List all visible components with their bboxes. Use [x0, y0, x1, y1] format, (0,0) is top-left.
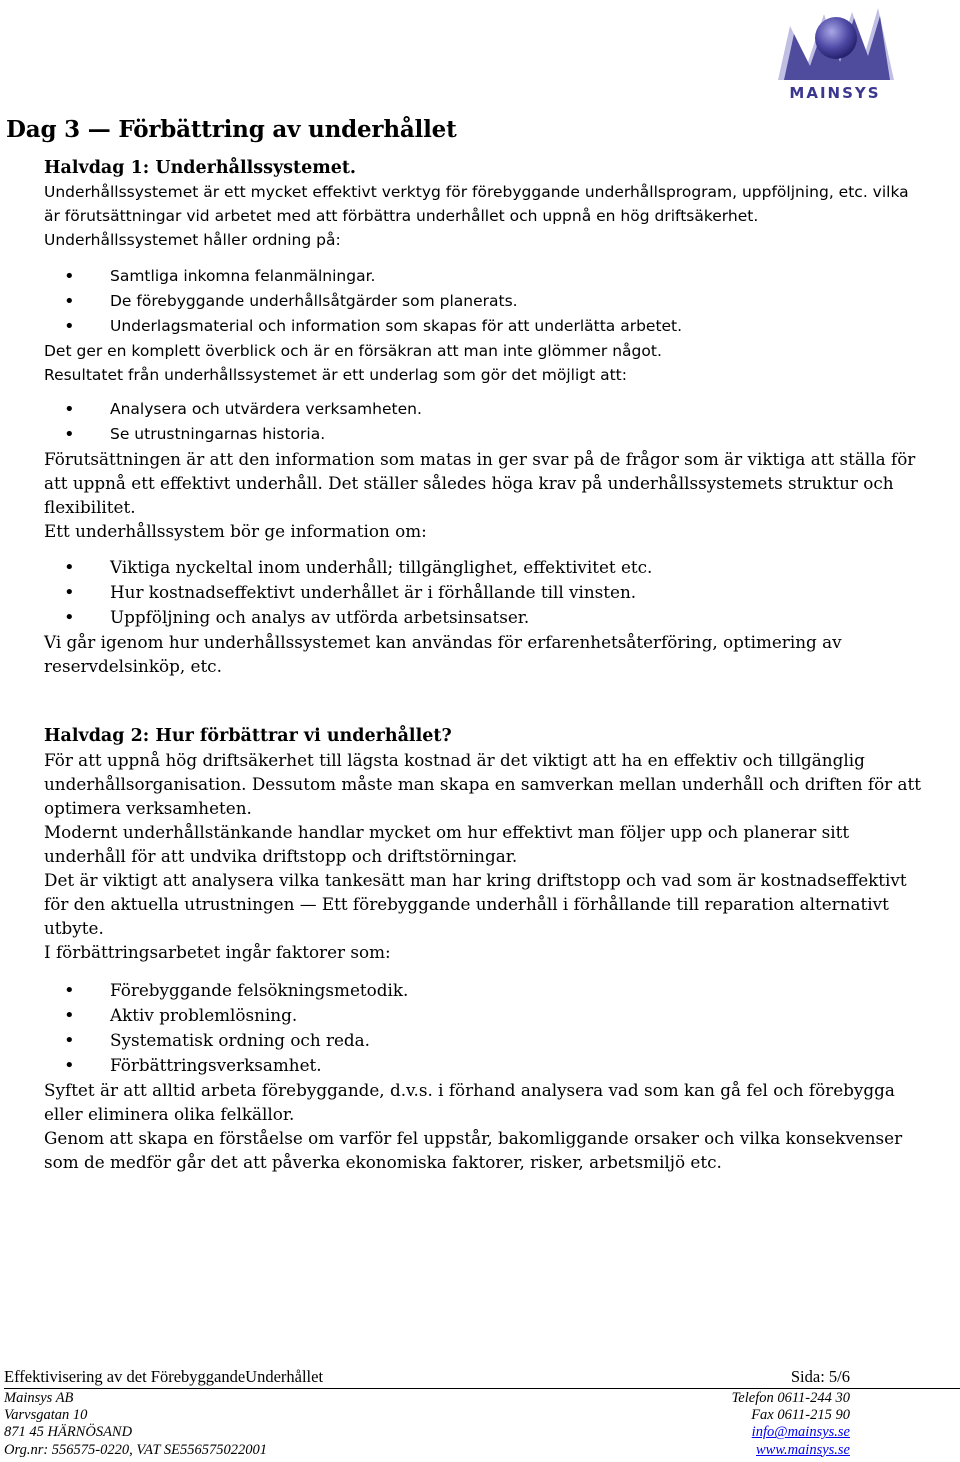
postal-address: 871 45 HÄRNÖSAND [4, 1424, 133, 1441]
company-logo [766, 4, 902, 102]
list-item: • Aktiv problemlösning. [44, 1003, 924, 1028]
halvdag1-intro: Underhållssystemet är ett mycket effektivt verktyg för förebyggande underhållsprogram, uppföljning, etc. vilka är förutsättningar vid arbetet med att förbättra underhållet och uppnå en hög driftsäkerhet. [44, 183, 909, 225]
footer-title-bar [4, 1364, 960, 1389]
document-body [44, 156, 924, 1174]
prerequisite-paragraph: Förutsättningen är att den information som matas in ger svar på de frågor som är viktiga att ställa för att uppnå ett effektivt underhåll. Det ställer således höga krav på underhållssystemets struktur och flexibilitet. [44, 449, 916, 517]
factors-list [44, 978, 924, 1078]
website-link[interactable]: www.mainsys.se [756, 1441, 850, 1458]
holds-list [44, 264, 924, 339]
info-list [44, 555, 924, 630]
fax-number: Fax 0611-215 90 [751, 1407, 850, 1424]
result-list [44, 397, 924, 447]
closing-paragraph: Vi går igenom hur underhållssystemet kan användas för erfarenhetsåterföring, optimering av reservdelsinköp, etc. [44, 632, 842, 676]
company-address [4, 1390, 267, 1459]
org-number: Org.nr: 556575-0220, VAT SE556575022001 [4, 1441, 268, 1458]
factors-intro: I förbättringsarbetet ingår faktorer som: [44, 942, 391, 962]
list-item: • Hur kostnadseffektivt underhållet är i förhållande till vinsten. [44, 580, 924, 605]
halvdag2-paragraph-5: Genom att skapa en förståelse om varför fel uppstår, bakomliggande orsaker och vilka konsekvenser som de medför går det att påverka ekonomiska faktorer, risker, arbetsmiljö etc. [44, 1128, 903, 1172]
info-intro: Ett underhållssystem bör ge information om: [44, 521, 427, 541]
list-item: • Se utrustningarnas historia. [44, 422, 924, 447]
result-intro: Resultatet från underhållssystemet är ett underlag som gör det möjligt att: [44, 366, 627, 384]
page-title: Dag 3 — Förbättring av underhållet [6, 116, 457, 143]
footer-document-title: Effektivisering av det FörebyggandeUnderhållet [4, 1367, 324, 1386]
mainsys-logo-icon [774, 4, 898, 86]
halvdag2-paragraph-3: Det är viktigt att analysera vilka tankesätt man har kring driftstopp och vad som är kostnadseffektivt för den aktuella utrustningen — Ett förebyggande underhåll i förhållande till reparation alternativt utbyte. [44, 870, 907, 938]
list-item: • Samtliga inkomna felanmälningar. [44, 264, 924, 289]
halvdag1-title: Halvdag 1: Underhållssystemet. [44, 158, 357, 178]
halvdag2-paragraph-2: Modernt underhållstänkande handlar mycket om hur effektivt man följer upp och planerar sitt underhåll för att undvika driftstopp och driftstörningar. [44, 822, 850, 866]
halvdag2-title: Halvdag 2: Hur förbättrar vi underhållet? [44, 726, 452, 746]
logo-wordmark: MAINSYS [789, 84, 881, 102]
list-item: • Underlagsmaterial och information som skapas för att underlätta arbetet. [44, 314, 924, 339]
list-item: • Viktiga nyckeltal inom underhåll; tillgänglighet, effektivitet etc. [44, 555, 924, 580]
list-item: • Förbättringsverksamhet. [44, 1053, 924, 1078]
company-name: Mainsys AB [4, 1390, 74, 1406]
holds-intro: Underhållssystemet håller ordning på: [44, 231, 341, 249]
list-item: • Analysera och utvärdera verksamheten. [44, 397, 924, 422]
halvdag2-paragraph-4: Syftet är att alltid arbeta förebyggande, d.v.s. i förhand analysera vad som kan gå fel och förebygga eller eliminera olika felkällor. [44, 1080, 895, 1124]
halvdag2-paragraph-1: För att uppnå hög driftsäkerhet till lägsta kostnad är det viktigt att ha en effektiv och tillgänglig underhållsorganisation. Dessutom måste man skapa en samverkan mellan underhåll och driften för att optimera verksamheten. [44, 750, 922, 818]
page-number: Sida: 5/6 [790, 1367, 850, 1386]
email-link[interactable]: info@mainsys.se [751, 1424, 850, 1441]
street-address: Varvsgatan 10 [4, 1407, 88, 1424]
list-item: • Systematisk ordning och reda. [44, 1028, 924, 1053]
list-item: • De förebyggande underhållsåtgärder som planerats. [44, 289, 924, 314]
company-contact [732, 1390, 850, 1459]
phone-number: Telefon 0611-244 30 [731, 1390, 850, 1406]
overview-paragraph: Det ger en komplett överblick och är en försäkran att man inte glömmer något. [44, 342, 662, 360]
list-item: • Uppföljning och analys av utförda arbetsinsatser. [44, 605, 924, 630]
list-item: • Förebyggande felsökningsmetodik. [44, 978, 924, 1003]
